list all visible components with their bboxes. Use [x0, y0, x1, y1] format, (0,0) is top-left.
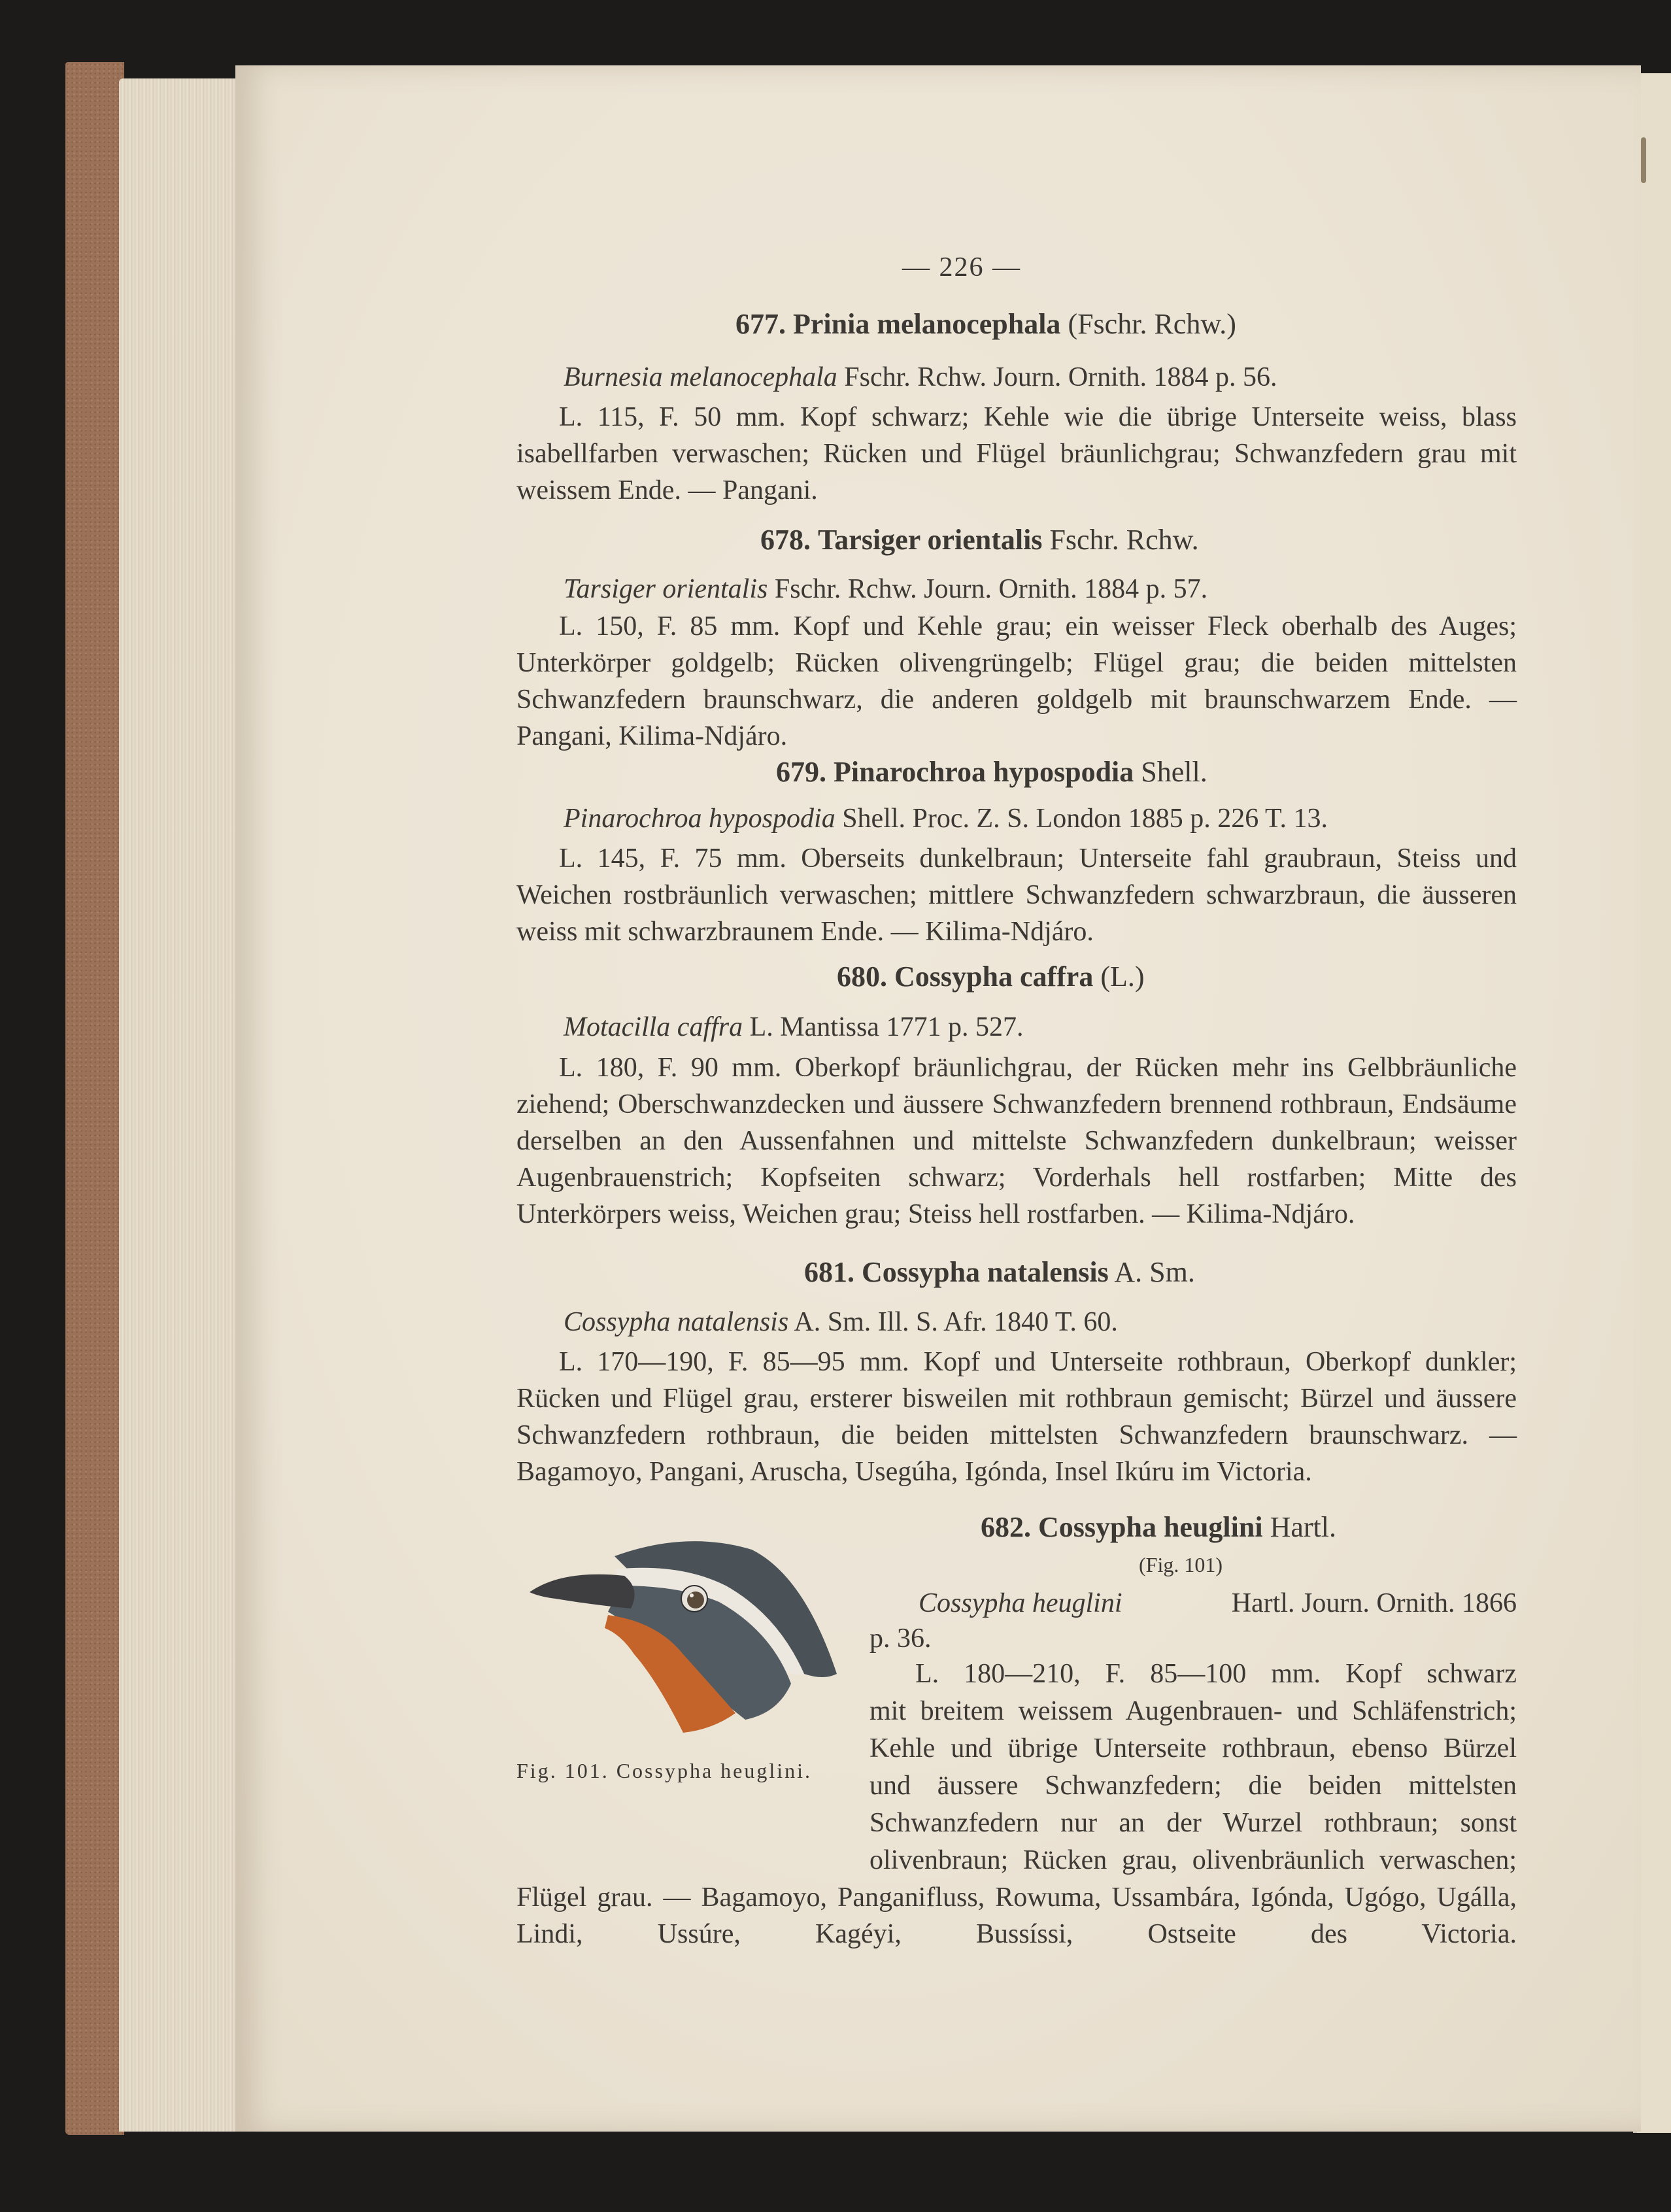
bird-head-illustration-icon [516, 1523, 856, 1739]
entry-description-682-tail: Flügel grau. — Bagamoyo, Panganifluss, Rowuma, Ussambára, Igónda, Ugógo, Ugálla, Lindi, Ussúre, Kagéyi, Bussíssi, Ostseite des Victoria. [516, 1882, 1517, 1949]
entry-number: 679. [776, 756, 826, 788]
entry-synonym-682-cont: p. 36. [869, 1624, 932, 1654]
species-name: Cossypha caffra [894, 961, 1094, 993]
entry-description-677: L. 115, F. 50 mm. Kopf schwarz; Kehle wie die übrige Unterseite weiss, blass isabellfarben verwaschen; Rücken und Flügel bräunlichgrau; Schwanzfedern grau mit weissem Ende. — Pangani. [516, 402, 1517, 505]
page-number: — 226 — [902, 252, 1021, 282]
synonym-name: Pinarochroa hypospodia [564, 804, 836, 834]
synonym-citation: Fschr. Rchw. Journ. Ornith. 1884 p. 57. [774, 574, 1208, 604]
synonym-name: Tarsiger orientalis [564, 574, 768, 604]
entry-synonym-679 [564, 803, 1328, 834]
entry-number: 680. [837, 961, 887, 993]
entry-description-678: L. 150, F. 85 mm. Kopf und Kehle grau; ein weisser Fleck oberhalb des Auges; Unterkörper goldgelb; Rücken olivengrüngelb; Flügel grau; die beiden mittelsten Schwanzfedern braunschwarz, die anderen goldgelb mit braunschwarzem Ende. — Pangani, Kilima-Ndjáro. [516, 611, 1517, 751]
species-author: Hartl. [1270, 1511, 1336, 1543]
entry-synonym-681 [564, 1306, 1118, 1338]
species-name: Tarsiger orientalis [818, 524, 1043, 556]
entry-heading-678 [760, 523, 1199, 556]
synonym-name: Cossypha natalensis [564, 1307, 789, 1337]
species-author: (Fschr. Rchw.) [1068, 308, 1236, 340]
synonym-citation: L. Mantissa 1771 p. 527. [749, 1012, 1024, 1042]
description-line: Schwanzfedern nur an der Wurzel rothbraun; sonst [869, 1808, 1517, 1838]
entry-synonym-678 [564, 573, 1207, 605]
synonym-name: Burnesia melanocephala [564, 362, 837, 392]
entry-number: 677. [735, 308, 786, 340]
species-author: Fschr. Rchw. [1049, 524, 1199, 556]
entry-description-679: L. 145, F. 75 mm. Oberseits dunkelbraun; Unterseite fahl graubraun, Steiss und Weichen rostbräunlich verwaschen; mittlere Schwanzfedern schwarzbraun, die äusseren weiss mit schwarzbraunem Ende. — Kilima-Ndjáro. [516, 843, 1517, 947]
description-line: Kehle und übrige Unterseite rothbraun, ebenso Bürzel [869, 1733, 1517, 1763]
species-name: Cossypha natalensis [862, 1256, 1109, 1288]
figure-reference: (Fig. 101) [1139, 1553, 1223, 1576]
synonym-name: Cossypha heuglini [919, 1588, 1122, 1618]
entry-synonym-680 [564, 1012, 1023, 1043]
entry-number: 681. [804, 1256, 854, 1288]
entry-description-681: L. 170—190, F. 85—95 mm. Kopf und Unterseite rothbraun, Oberkopf dunkler; Rücken und Flügel grau, ersterer bisweilen mit rothbraun gemischt; Bürzel und äussere Schwanzfedern rothbraun, die beiden mittelsten Schwanzfedern braunschwarz. — Bagamoyo, Pangani, Aruscha, Usegúha, Igónda, Insel Ikúru im Victoria. [516, 1347, 1517, 1487]
entry-number: 678. [760, 524, 811, 556]
figure-bird-head [516, 1523, 856, 1739]
entry-heading-682 [981, 1510, 1336, 1544]
species-name: Prinia melanocephala [793, 308, 1061, 340]
entry-heading-677 [735, 307, 1236, 341]
description-line: L. 180—210, F. 85—100 mm. Kopf schwarz [915, 1659, 1517, 1689]
synonym-citation: Fschr. Rchw. Journ. Ornith. 1884 p. 56. [844, 362, 1277, 392]
synonym-citation: Shell. Proc. Z. S. London 1885 p. 226 T. 13. [842, 804, 1328, 834]
species-name: Cossypha heuglini [1038, 1511, 1263, 1543]
entry-synonym-677 [564, 362, 1277, 393]
species-author: A. Sm. [1114, 1256, 1195, 1288]
figure-caption: Fig. 101. Cossypha heuglini. [516, 1759, 813, 1782]
entry-number: 682. [981, 1511, 1031, 1543]
description-line: olivenbraun; Rücken grau, olivenbräunlich verwaschen; [869, 1845, 1517, 1875]
entry-description-682 [869, 1656, 1517, 1879]
synonym-citation: A. Sm. Ill. S. Afr. 1840 T. 60. [794, 1307, 1118, 1337]
species-author: (L.) [1100, 961, 1145, 993]
description-line: und äussere Schwanzfedern; die beiden mittelsten [869, 1771, 1517, 1801]
entry-heading-679 [776, 755, 1207, 789]
entry-heading-680 [837, 960, 1145, 993]
description-line: mit breitem weissem Augenbrauen- und Schläfenstrich; [869, 1696, 1517, 1726]
entry-heading-681 [804, 1255, 1195, 1289]
synonym-name: Motacilla caffra [564, 1012, 743, 1042]
entry-synonym-682 [919, 1588, 1517, 1619]
synonym-citation: Hartl. Journ. Ornith. 1866 [1231, 1588, 1517, 1618]
species-author: Shell. [1141, 756, 1207, 788]
page-edges [119, 78, 243, 2132]
species-name: Pinarochroa hypospodia [834, 756, 1134, 788]
book-cover [65, 62, 124, 2135]
spine-mark [1641, 137, 1646, 183]
entry-description-680: L. 180, F. 90 mm. Oberkopf bräunlichgrau, der Rücken mehr ins Gelbbräunliche ziehend; Oberschwanzdecken und äussere Schwanzfedern brennend rothbraun, Endsäume derselben an den Aussenfahnen und mittelste Schwanzfedern dunkelbraun; weisser Augenbrauenstrich; Kopfseiten schwarz; Vorderhals hell rostfarben; Mitte des Unterkörpers weiss, Weichen grau; Steiss hell rostfarben. — Kilima-Ndjáro. [516, 1053, 1517, 1229]
